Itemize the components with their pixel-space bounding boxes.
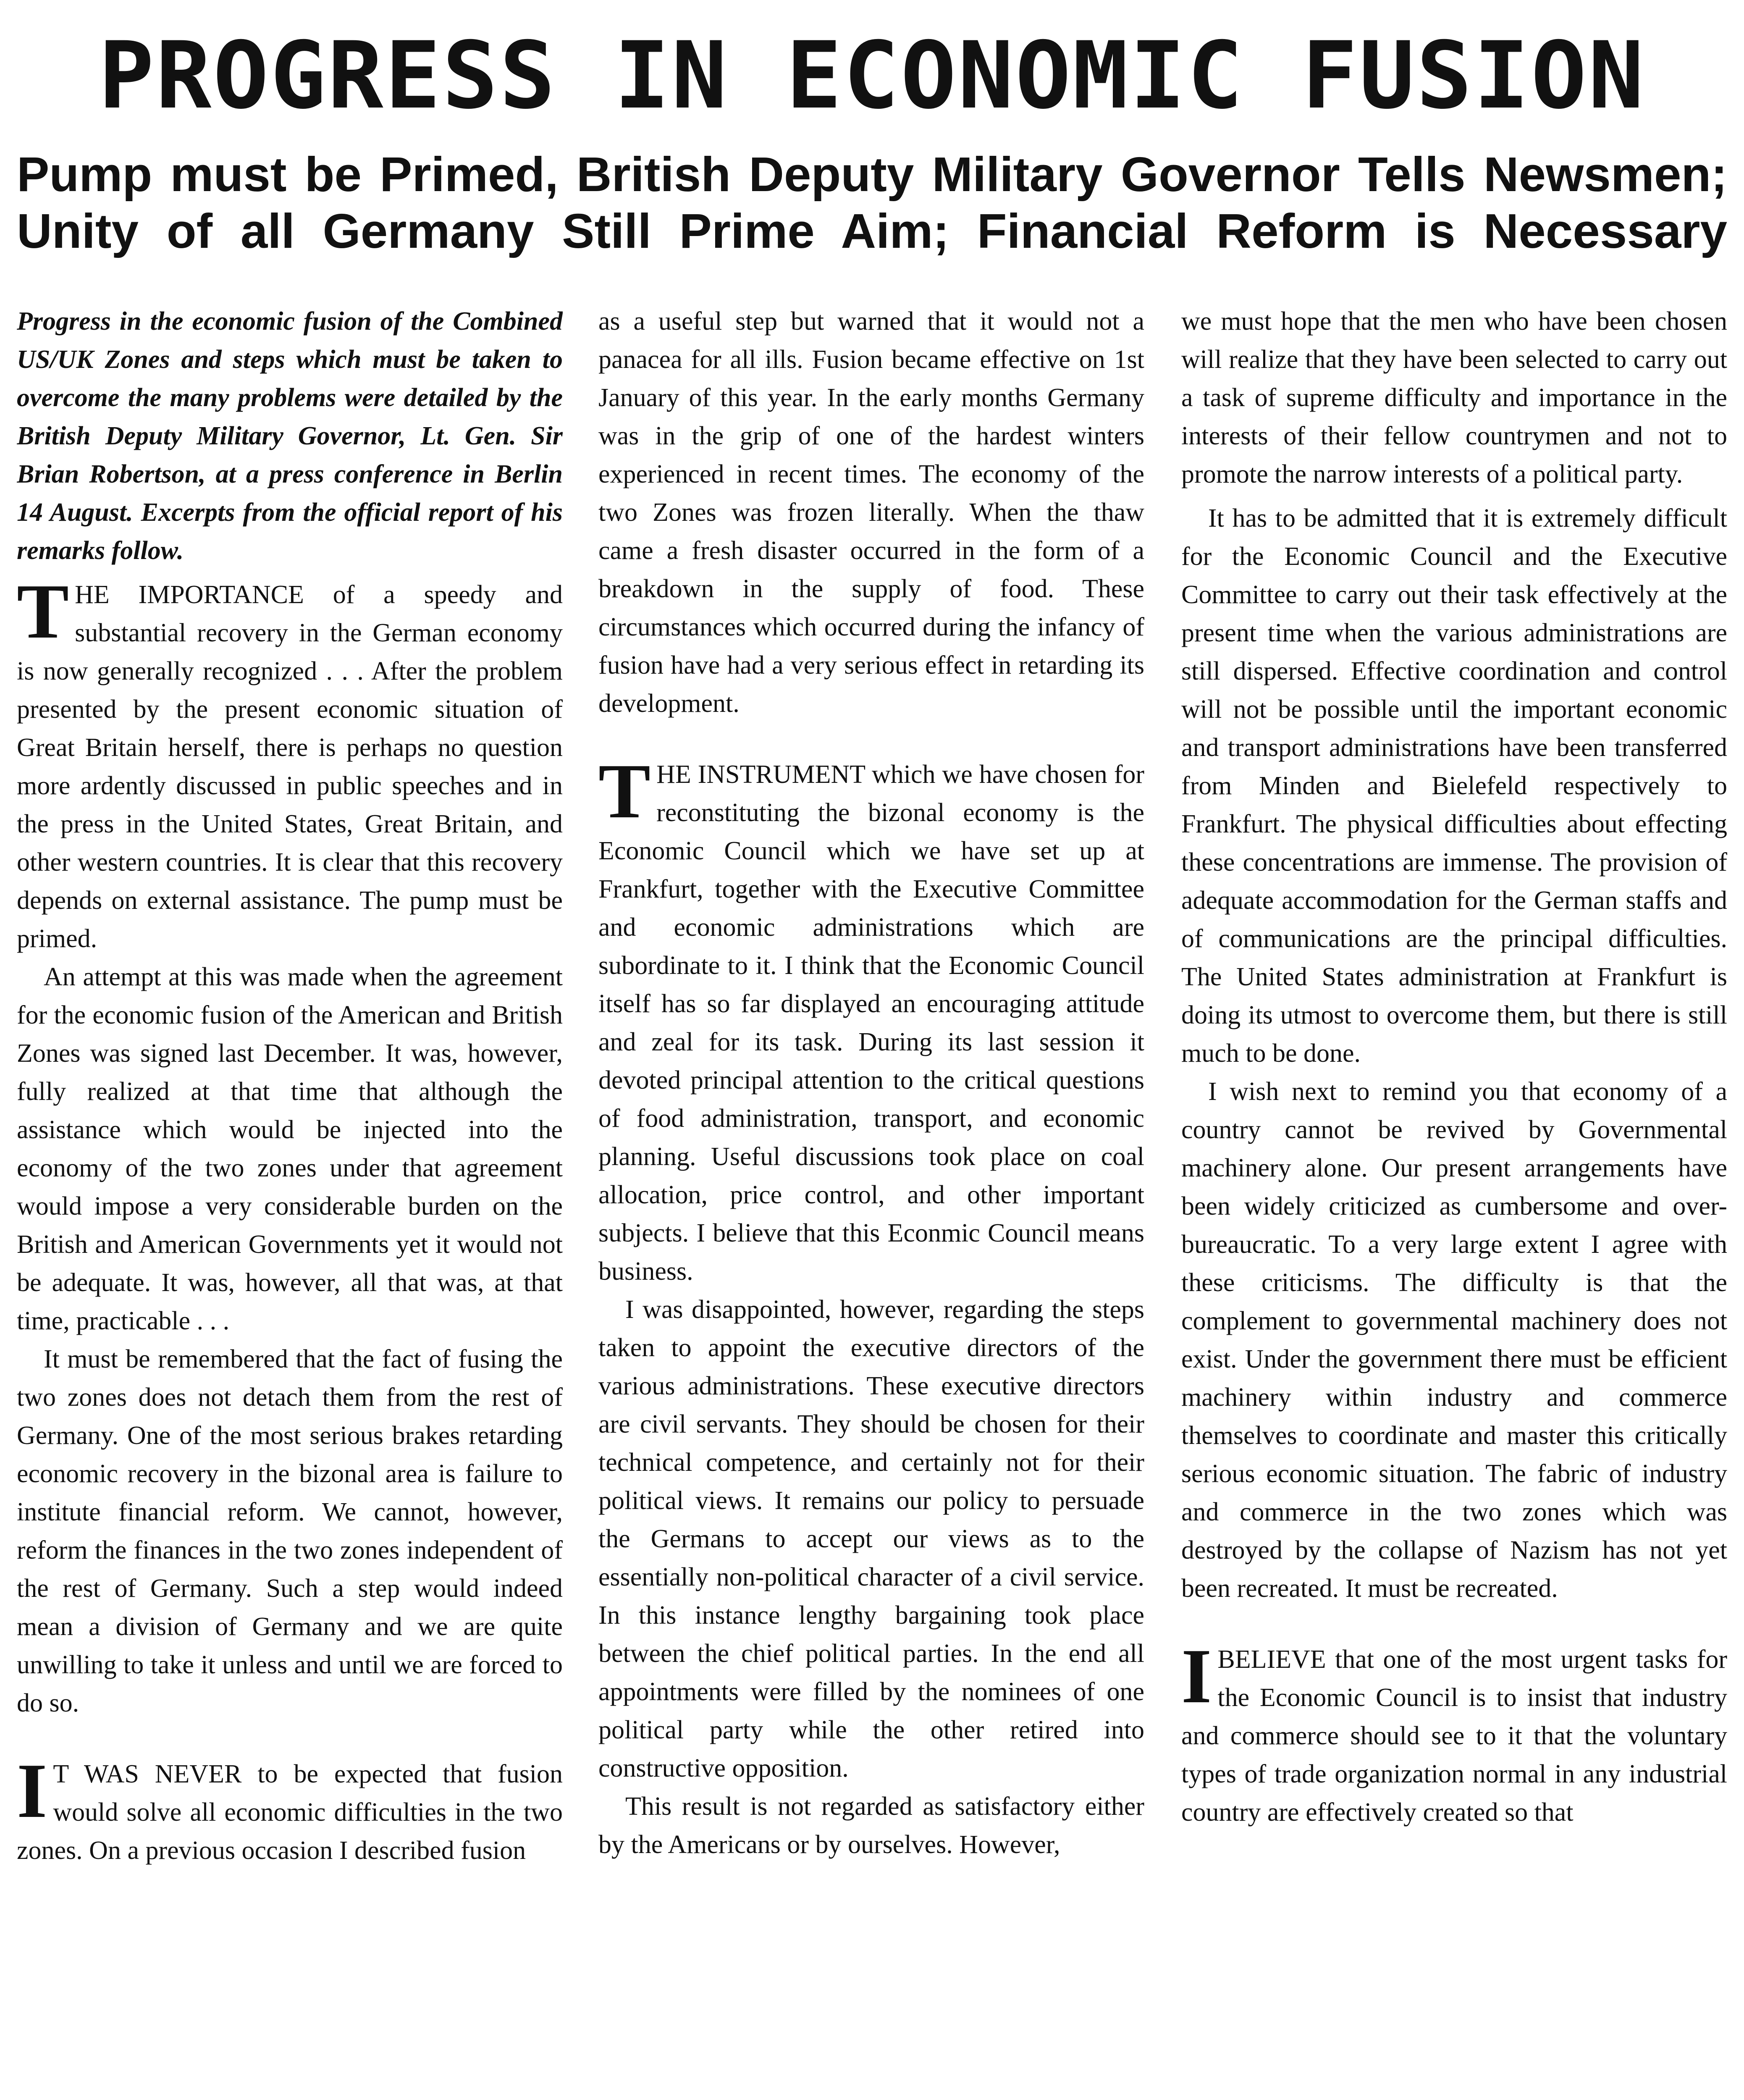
column-2 — [598, 302, 1144, 2100]
lead-paragraph — [17, 568, 563, 958]
paragraph: It must be remembered that the fact of fusing the two zones does not detach them from the rest of Germany. One of the most serious brakes retarding economic recovery in the bizonal area is failure to institute financial reform. We cannot, however, reform the finances in the two zones independent of the rest of Germany. Such a step would indeed mean a division of Germany and we are quite unwilling to take it unless and until we are forced to do so. — [17, 1345, 563, 1717]
subheadline-line-1: Pump must be Primed, British Deputy Military Governor Tells Newsmen; — [17, 147, 1727, 202]
paragraph-text: HE INSTRUMENT which we have chosen for reconstituting the bizonal economy is the Economic Council which we have set up at Frankfurt, together with the Executive Committee and economic administrations which are subordinate to it. I think that the Economic Council itself has so far displayed an encouraging attitude and zeal for its task. During its last session it devoted principal attention to the critical questions of food administration, transport, and economic planning. Useful discussions took place on coal allocation, price control, and other important subjects. I believe that this Econmic Council means business. — [598, 760, 1144, 1286]
paragraph: I wish next to remind you that economy of a country cannot be revived by Governmental machinery alone. Our present arrangements have been widely criticized as cumbersome and over-bureaucratic. To a very large extent I agree with these criticisms. The difficulty is that the complement to governmental machinery does not exist. Under the government there must be efficient machinery within industry and commerce themselves to coordinate and master this critically serious economic situation. The fabric of industry and commerce in the two zones which was destroyed by the collapse of Nazism has not yet been recreated. It must be recreated. — [1181, 1077, 1727, 1603]
subheadline-line-2: Unity of all Germany Still Prime Aim; Financial Reform is Necessary — [17, 204, 1727, 258]
column-1 — [17, 302, 563, 2100]
dropcap: I — [17, 1748, 47, 1834]
paragraph-text: T WAS NEVER to be expected that fusion would solve all economic difficulties in the two zones. On a previous occasion I described fusion — [17, 1760, 563, 1865]
paragraph: It has to be admitted that it is extremely difficult for the Economic Council and the Executive Committee to carry out their task effectively at the present time when the various administrations are still dispersed. Effective coordination and control will not be possible until the important economic and transport administrations have been transferred from Minden and Bielefeld respectively to Frankfurt. The physical difficulties about effecting these concentrations are immense. The provision of adequate accommodation for the German staffs and of communications are the principal difficulties. The United States administration at Frankfurt is doing its utmost to overcome them, but there is still much to be done. — [1181, 504, 1727, 1068]
dropcap: I — [1181, 1633, 1212, 1719]
headline: PROGRESS IN ECONOMIC FUSION — [98, 22, 1646, 129]
dropcap: T — [17, 568, 69, 655]
column-3 — [1181, 302, 1727, 2100]
paragraph-text: HE IMPORTANCE of a speedy and substantial recovery in the German economy is now generally recognized . . . After the problem presented by the present economic situation of Great Britain herself, there is perhaps no question more ardently discussed in public speeches and in the press in the United States, Great Britain, and other western countries. It is clear that this recovery depends on external assistance. The pump must be primed. — [17, 580, 563, 953]
paragraph: This result is not regarded as satisfactory either by the Americans or by ourselves. However, — [598, 1792, 1144, 1859]
paragraph: as a useful step but warned that it would not a panacea for all ills. Fusion became effective on 1st January of this year. In the early months Germany was in the grip of one of the hardest winters experienced in recent times. The economy of the two Zones was frozen literally. When the thaw came a fresh disaster occurred in the form of a breakdown in the supply of food. These circumstances which occurred during the infancy of fusion have had a very serious effect in retarding its development. — [598, 307, 1144, 718]
paragraph: An attempt at this was made when the agreement for the economic fusion of the American and British Zones was signed last December. It was, however, fully realized at that time that although the assistance which would be injected into the economy of the two zones under that agreement would impose a very considerable burden on the British and American Governments yet it would not be adequate. It was, however, all that was, at that time, practicable . . . — [17, 963, 563, 1335]
lead-paragraph — [598, 748, 1144, 1291]
article-body — [17, 302, 1727, 2100]
dropcap: T — [598, 748, 651, 835]
paragraph-text: BELIEVE that one of the most urgent tasks for the Economic Council is to insist that industry and commerce should see to it that the voluntary types of trade organization normal in any industrial country are effectively created so that — [1181, 1645, 1727, 1827]
paragraph: we must hope that the men who have been chosen will realize that they have been selected to carry out a task of supreme difficulty and importance in the interests of their fellow countrymen and not to promote the narrow interests of a political party. — [1181, 307, 1727, 488]
paragraph: I was disappointed, however, regarding the steps taken to appoint the executive directors of the various administrations. These executive directors are civil servants. They should be chosen for their technical competence, and certainly not for their political views. It remains our policy to persuade the Germans to accept our views as to the essentially non-political character of a civil service. In this instance lengthy bargaining took place between the chief political parties. In the end all appointments were filled by the nominees of one political party while the other retired into constructive opposition. — [598, 1295, 1144, 1782]
lead-paragraph — [1181, 1633, 1727, 1832]
intro-paragraph: Progress in the economic fusion of the Combined US/UK Zones and steps which must be taken to overcome the many problems were detailed by the British Deputy Military Governor, Lt. Gen. Sir Brian Robertson, at a press conference in Berlin 14 August. Excerpts from the official report of his remarks follow. — [17, 307, 563, 565]
lead-paragraph — [17, 1748, 563, 1870]
